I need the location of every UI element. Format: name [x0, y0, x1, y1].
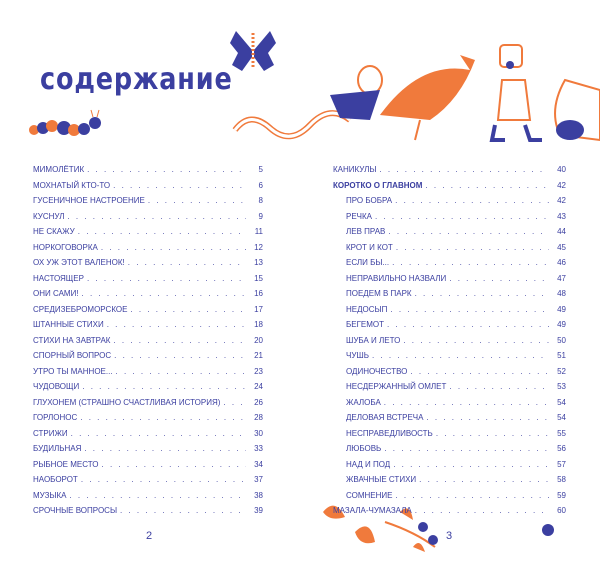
- toc-entry[interactable]: [333, 429, 566, 445]
- toc-entry[interactable]: [33, 398, 263, 414]
- toc-entry[interactable]: [333, 475, 566, 491]
- toc-entry-title: ЧУДОВОЩИ: [33, 382, 80, 391]
- toc-entry-page: 21: [254, 351, 263, 360]
- toc-entry-title: СРЕДИЗЕБРОМОРСКОЕ: [33, 304, 128, 314]
- toc-entry[interactable]: [333, 212, 566, 228]
- toc-entry-page: 28: [254, 413, 263, 422]
- toc-entry[interactable]: [33, 444, 263, 460]
- toc-entry-page: 57: [557, 459, 566, 469]
- toc-entry-title: ОХ УЖ ЭТОТ ВАЛЕНОК!: [33, 258, 125, 267]
- toc-entry-page: 15: [254, 273, 263, 283]
- dot-leader: [436, 429, 549, 438]
- toc-entry[interactable]: [333, 320, 566, 336]
- toc-entry[interactable]: [333, 351, 566, 367]
- toc-entry-title: ЕСЛИ БЫ...: [346, 258, 390, 267]
- dot-leader: [395, 196, 549, 205]
- toc-entry-page: 49: [557, 320, 566, 329]
- toc-entry[interactable]: [333, 165, 566, 181]
- toc-entry-title: НАОБОРОТ: [33, 475, 78, 484]
- dot-leader: [87, 274, 246, 283]
- toc-entry[interactable]: [33, 289, 263, 305]
- toc-entry-title: ЖАЛОБА: [346, 397, 381, 407]
- dot-leader: [384, 444, 549, 453]
- toc-entry-page: 26: [254, 397, 263, 407]
- toc-entry-title: ЛЕВ ПРАВ: [346, 227, 386, 236]
- dot-leader: [410, 367, 549, 376]
- toc-entry[interactable]: [33, 320, 263, 336]
- dot-leader: [101, 243, 246, 252]
- toc-entry-page: 12: [254, 242, 263, 252]
- dot-leader: [426, 413, 549, 422]
- toc-entry-title: КОРОТКО О ГЛАВНОМ: [333, 180, 423, 190]
- toc-entry[interactable]: [333, 227, 566, 243]
- toc-entry-title: МАЗАЛА-ЧУМАЗАЛА: [333, 506, 412, 515]
- toc-entry-title: НЕСДЕРЖАННЫЙ ОМЛЕТ: [346, 382, 447, 391]
- toc-entry[interactable]: [333, 398, 566, 414]
- toc-entry-page: 20: [254, 335, 263, 345]
- toc-entry[interactable]: [33, 336, 263, 352]
- toc-entry-title: ГОРЛОНОС: [33, 413, 78, 422]
- toc-entry-page: 39: [254, 506, 263, 515]
- toc-entry-title: ЧУШЬ: [346, 351, 369, 360]
- toc-entry-title: ОНИ САМИ!: [33, 289, 79, 298]
- toc-entry-page: 40: [557, 165, 566, 174]
- toc-entry-title: НАД И ПОД: [346, 459, 391, 469]
- toc-entry-title: НЕ СКАЖУ: [33, 227, 75, 236]
- toc-entry[interactable]: [33, 506, 263, 522]
- toc-entry[interactable]: [333, 274, 566, 290]
- toc-entry-title: ШТАННЫЕ СТИХИ: [33, 320, 104, 329]
- dot-leader: [67, 212, 246, 221]
- toc-entry[interactable]: [333, 413, 566, 429]
- toc-entry-page: 13: [254, 258, 263, 267]
- dot-leader: [128, 258, 246, 267]
- toc-entry-page: 34: [254, 459, 263, 469]
- toc-entry[interactable]: [333, 196, 566, 212]
- toc-entry-page: 52: [557, 366, 566, 376]
- dot-leader: [107, 320, 246, 329]
- toc-entry-title: МИМОЛЁТИК: [33, 165, 85, 174]
- toc-left-column: [33, 165, 263, 522]
- toc-entry[interactable]: [333, 289, 566, 305]
- dot-leader: [87, 165, 246, 174]
- toc-entry-page: 30: [254, 428, 263, 438]
- toc-entry-page: 18: [254, 320, 263, 329]
- toc-entry-page: 37: [254, 475, 263, 484]
- dot-leader: [392, 258, 549, 267]
- toc-entry[interactable]: [33, 258, 263, 274]
- dot-leader: [113, 336, 246, 345]
- toc-entry-title: УТРО ТЫ МАННОЕ...: [33, 366, 113, 376]
- dot-leader: [80, 413, 246, 422]
- toc-entry-title: СТИХИ НА ЗАВТРАК: [33, 335, 111, 345]
- toc-entry-title: ГЛУХОНЕМ (СТРАШНО СЧАСТЛИВАЯ ИСТОРИЯ): [33, 397, 221, 407]
- toc-entry[interactable]: [33, 475, 263, 491]
- toc-entry-page: 42: [557, 180, 566, 190]
- dot-leader: [396, 243, 549, 252]
- dot-leader: [384, 398, 549, 407]
- toc-entry-page: 24: [254, 382, 263, 391]
- toc-entry[interactable]: [33, 413, 263, 429]
- dot-leader: [415, 506, 549, 515]
- toc-entry-title: НЕСПРАВЕДЛИВОСТЬ: [346, 428, 433, 438]
- dot-leader: [419, 475, 549, 484]
- toc-entry-page: 60: [557, 506, 566, 515]
- berry-illustration: [540, 522, 556, 538]
- toc-entry[interactable]: [333, 444, 566, 460]
- toc-entry[interactable]: [33, 227, 263, 243]
- toc-entry[interactable]: [33, 305, 263, 321]
- caterpillar-illustration: [28, 108, 108, 138]
- dot-leader: [148, 196, 246, 205]
- toc-entry[interactable]: [33, 460, 263, 476]
- dot-leader: [113, 181, 246, 190]
- toc-entry[interactable]: [33, 491, 263, 507]
- toc-entry[interactable]: [33, 165, 263, 181]
- page-title: содержание: [40, 62, 233, 97]
- toc-entry[interactable]: [333, 243, 566, 259]
- toc-entry[interactable]: [33, 243, 263, 259]
- toc-entry-title: СПОРНЫЙ ВОПРОС: [33, 351, 112, 360]
- toc-entry[interactable]: [33, 212, 263, 228]
- toc-entry-title: МУЗЫКА: [33, 490, 67, 500]
- toc-entry-title: ШУБА И ЛЕТО: [346, 335, 401, 345]
- toc-entry-page: 53: [557, 382, 566, 391]
- dot-leader: [81, 475, 246, 484]
- toc-entry-page: 9: [258, 211, 263, 221]
- toc-entry-title: СРОЧНЫЕ ВОПРОСЫ: [33, 506, 118, 515]
- toc-entry[interactable]: [33, 382, 263, 398]
- toc-entry-title: БУДИЛЬНАЯ: [33, 444, 82, 453]
- dot-leader: [390, 305, 549, 314]
- toc-entry-title: ЛЮБОВЬ: [346, 444, 382, 453]
- toc-entry[interactable]: [333, 181, 566, 197]
- dot-leader: [415, 289, 549, 298]
- dot-leader: [78, 227, 246, 236]
- toc-entry[interactable]: [33, 429, 263, 445]
- toc-entry[interactable]: [33, 274, 263, 290]
- dot-leader: [403, 336, 549, 345]
- toc-entry-page: 33: [254, 444, 263, 453]
- dot-leader: [388, 227, 549, 236]
- toc-entry-title: НЕПРАВИЛЬНО НАЗВАЛИ: [346, 273, 447, 283]
- toc-entry[interactable]: [333, 367, 566, 383]
- toc-entry-title: КУСНУЛ: [33, 211, 65, 221]
- dot-leader: [395, 491, 549, 500]
- toc-entry-title: ЖВАЧНЫЕ СТИХИ: [346, 475, 417, 484]
- toc-entry[interactable]: [333, 258, 566, 274]
- toc-entry[interactable]: [33, 367, 263, 383]
- dot-leader: [114, 351, 246, 360]
- dot-leader: [449, 274, 549, 283]
- dot-leader: [120, 506, 246, 515]
- toc-entry-page: 51: [557, 351, 566, 360]
- toc-entry-page: 11: [254, 227, 263, 236]
- toc-entry-title: НОРКОГОВОРКА: [33, 242, 98, 252]
- toc-entry-page: 46: [557, 258, 566, 267]
- toc-entry-page: 50: [557, 335, 566, 345]
- toc-entry-title: СТРИЖИ: [33, 428, 68, 438]
- dot-leader: [69, 491, 246, 500]
- toc-entry[interactable]: [333, 305, 566, 321]
- toc-entry-title: КРОТ И КОТ: [346, 242, 393, 252]
- toc-entry-title: РЫБНОЕ МЕСТО: [33, 459, 99, 469]
- toc-entry-page: 43: [557, 211, 566, 221]
- dot-leader: [130, 305, 246, 314]
- dot-leader: [84, 444, 246, 453]
- toc-entry-page: 38: [254, 490, 263, 500]
- toc-entry-title: ПОЕДЕМ В ПАРК: [346, 289, 412, 298]
- toc-entry-page: 23: [254, 366, 263, 376]
- toc-entry[interactable]: [33, 181, 263, 197]
- toc-right-column: [333, 165, 566, 522]
- toc-entry-page: 47: [557, 273, 566, 283]
- toc-entry-title: ПРО БОБРА: [346, 196, 393, 205]
- dot-leader: [425, 181, 549, 190]
- toc-entry-title: РЕЧКА: [346, 211, 372, 221]
- toc-entry-page: 54: [557, 413, 566, 422]
- dot-leader: [379, 165, 549, 174]
- toc-entry-page: 54: [557, 397, 566, 407]
- toc-entry-page: 8: [258, 196, 263, 205]
- dot-leader: [393, 460, 549, 469]
- toc-entry-title: НАСТОЯЩЕР: [33, 273, 84, 283]
- dot-leader: [82, 289, 246, 298]
- toc-entry-page: 59: [557, 490, 566, 500]
- toc-entry-title: ГУСЕНИЧНОЕ НАСТРОЕНИЕ: [33, 196, 145, 205]
- toc-entry[interactable]: [333, 460, 566, 476]
- page-number-left: 2: [146, 530, 153, 542]
- toc-entry-page: 17: [254, 304, 263, 314]
- dot-leader: [82, 382, 246, 391]
- toc-entry-page: 42: [557, 196, 566, 205]
- toc-entry[interactable]: [333, 491, 566, 507]
- dot-leader: [102, 460, 247, 469]
- toc-entry[interactable]: [333, 336, 566, 352]
- dot-leader: [223, 398, 246, 407]
- toc-entry-page: 58: [557, 475, 566, 484]
- toc-entry-page: 45: [557, 242, 566, 252]
- toc-entry[interactable]: [333, 382, 566, 398]
- dot-leader: [387, 320, 549, 329]
- toc-entry-page: 55: [557, 428, 566, 438]
- toc-entry-page: 56: [557, 444, 566, 453]
- toc-entry-page: 49: [557, 304, 566, 314]
- toc-entry-title: ДЕЛОВАЯ ВСТРЕЧА: [346, 413, 424, 422]
- toc-entry-page: 6: [258, 180, 263, 190]
- animals-illustration: [230, 40, 600, 150]
- toc-entry[interactable]: [333, 506, 566, 522]
- toc-entry-page: 5: [258, 165, 263, 174]
- toc-entry-title: БЕГЕМОТ: [346, 320, 385, 329]
- toc-entry-title: НЕДОСЫП: [346, 304, 388, 314]
- toc-entry-page: 16: [254, 289, 263, 298]
- toc-entry-title: МОХНАТЫЙ КТО-ТО: [33, 180, 111, 190]
- toc-entry[interactable]: [33, 196, 263, 212]
- toc-entry[interactable]: [33, 351, 263, 367]
- toc-entry-page: 44: [557, 227, 566, 236]
- toc-entry-title: СОМНЕНИЕ: [346, 490, 393, 500]
- dot-leader: [375, 212, 549, 221]
- toc-entry-title: КАНИКУЛЫ: [333, 165, 377, 174]
- dot-leader: [116, 367, 246, 376]
- toc-entry-page: 48: [557, 289, 566, 298]
- dot-leader: [71, 429, 246, 438]
- page-number-right: 3: [446, 530, 453, 542]
- dot-leader: [449, 382, 549, 391]
- dot-leader: [372, 351, 549, 360]
- toc-entry-title: ОДИНОЧЕСТВО: [346, 366, 408, 376]
